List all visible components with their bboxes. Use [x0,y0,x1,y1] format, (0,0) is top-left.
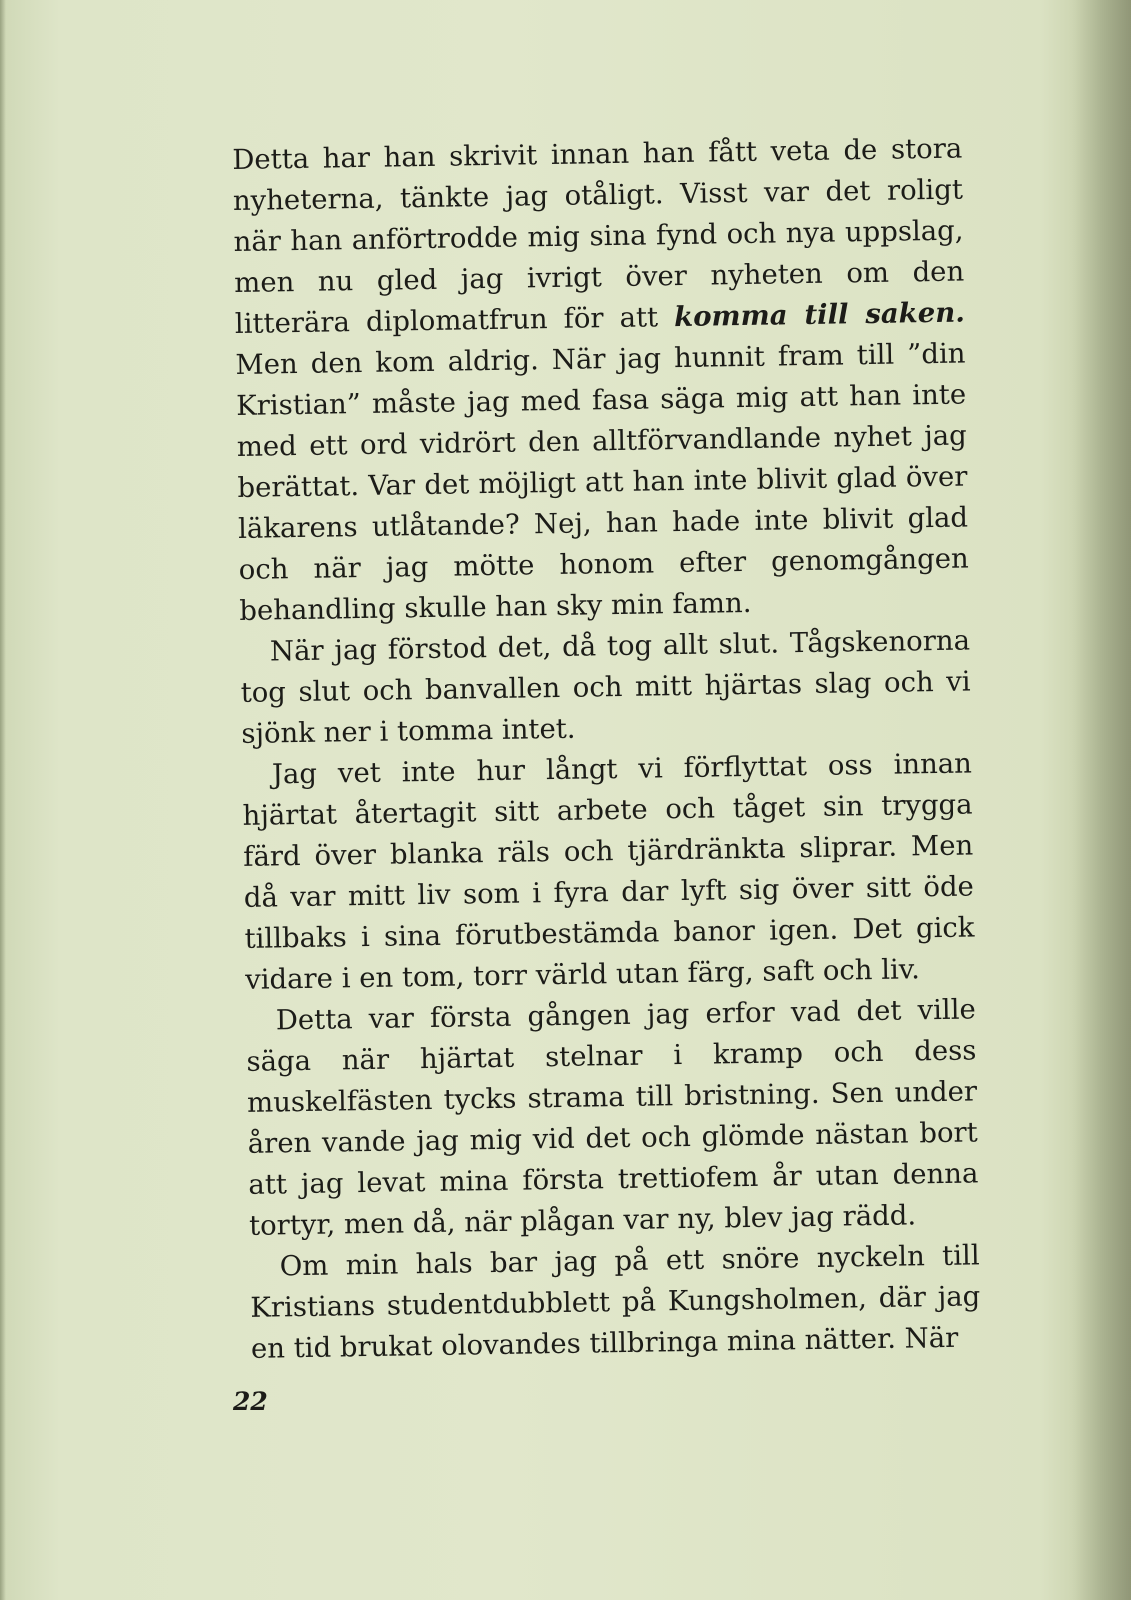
page-number: 22 [233,1387,268,1416]
paragraph-1-text-end: Men den kom aldrig. När jag hunnit fram till ”din Kristian” måste jag med fasa säga mig att han inte med ett ord vidrört den alltförvandlande nyhet jag berättat. Var det möjligt att han inte blivit glad över läkarens utlåtande? Nej, han hade inte blivit glad och när jag mötte honom efter genomgången behandling skulle han sky min famn. [235,337,969,627]
paragraph-1-text-start: Detta har han skrivit innan han fått veta de stora nyheterna, tänkte jag otåligt. Visst var det roligt när han anförtrodde mig sina fynd och nya uppslag, men nu gled jag ivrigt över nyheten om den litterära diplomatfrun för att [232,132,965,340]
paragraph-4: Detta var första gången jag erfor vad det ville säga när hjärtat stelnar i kramp och dess muskelfästen tycks strama till bristning. Sen under åren vande jag mig vid det och glömde nästan bort att jag levat mina första trettiofem år utan denna tortyr, men då, när plågan var ny, blev jag rädd. [246,993,979,1242]
paragraph-3: Jag vet inte hur långt vi förflyttat oss innan hjärtat återtagit sitt arbete och tåget sin trygga färd över blanka räls och tjärdränkta sliprar. Men då var mitt liv som i fyra dar lyft sig över sitt öde tillbaks i sina förutbestämda banor igen. Det gick vidare i en tom, torr värld utan färg, saft och liv. [242,747,975,996]
paragraph-2: När jag förstod det, då tog allt slut. Tågskenorna tog slut och banvallen och mitt hjärtas slag och vi sjönk ner i tomma intet. [240,624,971,750]
page-gutter [0,0,6,1600]
page-edge-shadow [1071,0,1131,1600]
body-text [232,129,981,1370]
paragraph-5: Om min hals bar jag på ett snöre nyckeln till Kristians studentdubblett på Kungsholmen, där jag en tid brukat olovandes tillbringa mina nätter. När [250,1239,981,1365]
emphasized-phrase: komma till saken. [673,296,966,334]
paragraph-1 [232,129,970,632]
